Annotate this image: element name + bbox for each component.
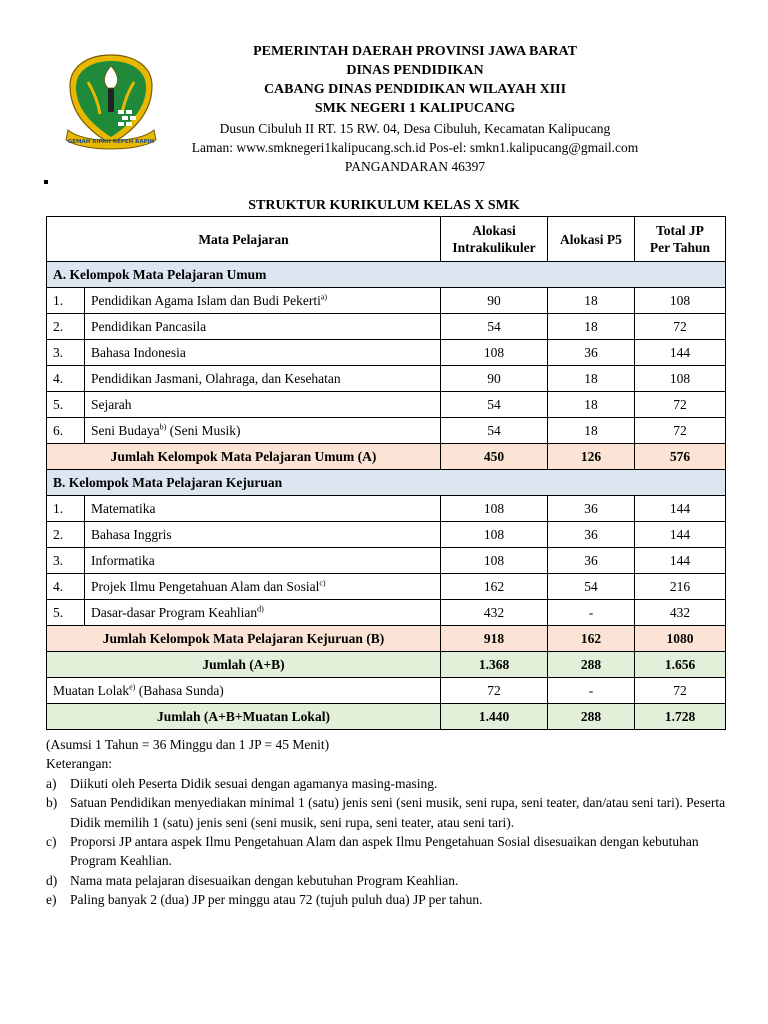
- footnote-mark: d): [257, 604, 264, 613]
- header-line-3: CABANG DINAS PENDIDIKAN WILAYAH XIII: [263, 82, 567, 97]
- intra-value: 162: [441, 574, 548, 600]
- subtotal-a-label: Jumlah Kelompok Mata Pelajaran Umum (A): [47, 444, 441, 470]
- grand-total-p5: 288: [548, 704, 635, 730]
- subject-label: Matematika: [91, 500, 156, 516]
- muatan-label: [47, 678, 441, 704]
- intra-value: 90: [441, 366, 548, 392]
- muatan-suffix: (Bahasa Sunda): [135, 682, 224, 698]
- subject-label: Bahasa Indonesia: [91, 344, 186, 360]
- muatan-intra: 72: [441, 678, 548, 704]
- p5-value: 36: [548, 548, 635, 574]
- subject-label: Informatika: [91, 552, 155, 568]
- section-row-b: [47, 470, 726, 496]
- total-value: 144: [635, 522, 726, 548]
- row-number: 2.: [47, 314, 85, 340]
- muatan-lokal-row: [47, 678, 726, 704]
- section-row-a: [47, 262, 726, 288]
- intra-value: 54: [441, 314, 548, 340]
- header-line-1: PEMERINTAH DAERAH PROVINSI JAWA BARAT: [253, 44, 577, 59]
- subject-label: Pendidikan Jasmani, Olahraga, dan Kesehatan: [91, 370, 341, 386]
- footnote-mark: c): [319, 578, 326, 587]
- footnote-mark: b): [159, 422, 167, 431]
- subtotal-a-total: 576: [635, 444, 726, 470]
- header-total-line2: Per Tahun: [649, 240, 711, 255]
- header-total: [635, 217, 726, 262]
- note-text: Diikuti oleh Peserta Didik sesuai dengan agamanya masing-masing.: [70, 775, 438, 791]
- subtotal-row-a: [47, 444, 726, 470]
- subject-label: Bahasa Inggris: [91, 526, 172, 542]
- notes-section: [46, 735, 736, 910]
- row-number: 5.: [47, 600, 85, 626]
- total-ab-p5: 288: [548, 652, 635, 678]
- subtotal-b-total: 1080: [635, 626, 726, 652]
- row-number: 4.: [47, 574, 85, 600]
- subject-label: Dasar-dasar Program Keahlian: [91, 604, 258, 620]
- p5-value: 18: [548, 366, 635, 392]
- west-java-emblem-logo: [64, 52, 158, 152]
- header-contact: Laman: www.smknegeri1kalipucang.sch.id Pos-el: smkn1.kalipucang@gmail.com: [191, 140, 639, 155]
- total-row-ab: [47, 652, 726, 678]
- intra-value: 54: [441, 392, 548, 418]
- subject-name: [85, 548, 441, 574]
- subject-b-row: [47, 600, 726, 626]
- note-text: Proporsi JP antara aspek Ilmu Pengetahuan Alam dan aspek Ilmu Pengetahuan Sosial disesuaikan dengan kebutuhan Program Keahlian.: [70, 834, 699, 869]
- table-header-row: [47, 217, 726, 262]
- note-text: Paling banyak 2 (dua) JP per minggu atau 72 (tujuh puluh dua) JP per tahun.: [70, 892, 483, 908]
- subject-a-row: [47, 366, 726, 392]
- footnote-mark: a): [320, 292, 328, 301]
- subject-name: [85, 600, 441, 626]
- header-line-2: DINAS PENDIDIKAN: [346, 63, 484, 78]
- total-ab-total: 1.656: [635, 652, 726, 678]
- total-ab-label: Jumlah (A+B): [47, 652, 441, 678]
- subtotal-a-p5: 126: [548, 444, 635, 470]
- note-item: [46, 832, 736, 871]
- curriculum-table: [46, 216, 726, 730]
- grand-total-row: [47, 704, 726, 730]
- muatan-total: 72: [635, 678, 726, 704]
- subtotal-a-intra: 450: [441, 444, 548, 470]
- total-value: 72: [635, 418, 726, 444]
- row-number: 2.: [47, 522, 85, 548]
- note-label: e): [46, 892, 57, 908]
- note-text: Nama mata pelajaran disesuaikan dengan kebutuhan Program Keahlian.: [70, 872, 459, 888]
- muatan-name: Muatan Lolak: [53, 682, 130, 698]
- total-value: 144: [635, 548, 726, 574]
- p5-value: 18: [548, 418, 635, 444]
- muatan-sup: e): [129, 682, 136, 691]
- header-intra: [441, 217, 548, 262]
- subject-suffix: (Seni Musik): [166, 422, 241, 438]
- svg-text:GEMAH RIPAH REPEH RAPIH: GEMAH RIPAH REPEH RAPIH: [67, 139, 155, 145]
- subject-name: [85, 522, 441, 548]
- subject-name: [85, 496, 441, 522]
- header-p5: Alokasi P5: [548, 217, 635, 262]
- header-city: PANGANDARAN 46397: [344, 159, 486, 174]
- subject-b-row: [47, 548, 726, 574]
- subject-a-row: [47, 392, 726, 418]
- subject-name: [85, 288, 441, 314]
- row-number: 1.: [47, 496, 85, 522]
- p5-value: 18: [548, 288, 635, 314]
- muatan-p5: -: [548, 678, 635, 704]
- intra-value: 90: [441, 288, 548, 314]
- section-a-label: A. Kelompok Mata Pelajaran Umum: [47, 262, 726, 288]
- subtotal-row-b: [47, 626, 726, 652]
- p5-value: 36: [548, 522, 635, 548]
- total-value: 72: [635, 314, 726, 340]
- note-text: Satuan Pendidikan menyediakan minimal 1 (satu) jenis seni (seni musik, seni rupa, seni teater, dan/atau seni tari). Peserta Didik memilih 1 (satu) jenis seni (seni musik, seni rupa, seni teater, atau seni tari).: [70, 795, 726, 830]
- note-item: [46, 793, 736, 832]
- note-label: c): [46, 834, 57, 850]
- total-value: 108: [635, 288, 726, 314]
- subject-name: [85, 314, 441, 340]
- total-value: 72: [635, 392, 726, 418]
- subject-name: [85, 574, 441, 600]
- subject-label: Sejarah: [91, 396, 132, 412]
- p5-value: 36: [548, 496, 635, 522]
- notes-heading: Keterangan:: [46, 756, 112, 772]
- subject-label: Seni Budaya: [91, 422, 160, 438]
- total-value: 144: [635, 496, 726, 522]
- intra-value: 108: [441, 340, 548, 366]
- page-title: STRUKTUR KURIKULUM KELAS X SMK: [248, 198, 520, 213]
- p5-value: 36: [548, 340, 635, 366]
- intra-value: 432: [441, 600, 548, 626]
- subject-a-row: [47, 418, 726, 444]
- row-number: 6.: [47, 418, 85, 444]
- p5-value: 18: [548, 392, 635, 418]
- subject-name: [85, 340, 441, 366]
- header-subject: Mata Pelajaran: [47, 217, 441, 262]
- grand-total-intra: 1.440: [441, 704, 548, 730]
- subtotal-b-p5: 162: [548, 626, 635, 652]
- row-number: 5.: [47, 392, 85, 418]
- note-item: [46, 774, 736, 793]
- intra-value: 54: [441, 418, 548, 444]
- subtotal-b-label: Jumlah Kelompok Mata Pelajaran Kejuruan (B): [47, 626, 441, 652]
- p5-value: 54: [548, 574, 635, 600]
- assumption-text: (Asumsi 1 Tahun = 36 Minggu dan 1 JP = 45 Menit): [46, 737, 330, 752]
- header-total-line1: Total JP: [656, 223, 704, 238]
- header-address: Dusun Cibuluh II RT. 15 RW. 04, Desa Cibuluh, Kecamatan Kalipucang: [219, 121, 611, 136]
- note-label: a): [46, 775, 57, 791]
- intra-value: 108: [441, 496, 548, 522]
- note-label: d): [46, 872, 58, 888]
- subject-label: Projek Ilmu Pengetahuan Alam dan Sosial: [91, 578, 320, 594]
- note-item: [46, 871, 736, 890]
- row-number: 4.: [47, 366, 85, 392]
- subject-b-row: [47, 496, 726, 522]
- subject-name: [85, 366, 441, 392]
- subject-a-row: [47, 340, 726, 366]
- subject-name: [85, 418, 441, 444]
- total-ab-intra: 1.368: [441, 652, 548, 678]
- header-intra-line2: Intrakulikuler: [452, 240, 536, 255]
- subject-label: Pendidikan Agama Islam dan Budi Pekerti: [91, 292, 321, 308]
- grand-total-label: Jumlah (A+B+Muatan Lokal): [47, 704, 441, 730]
- subtotal-b-intra: 918: [441, 626, 548, 652]
- p5-value: 18: [548, 314, 635, 340]
- intra-value: 108: [441, 522, 548, 548]
- subject-label: Pendidikan Pancasila: [91, 318, 207, 334]
- total-value: 216: [635, 574, 726, 600]
- grand-total-total: 1.728: [635, 704, 726, 730]
- subject-name: [85, 392, 441, 418]
- note-label: b): [46, 795, 58, 811]
- row-number: 1.: [47, 288, 85, 314]
- header-line-4: SMK NEGERI 1 KALIPUCANG: [314, 101, 516, 116]
- subject-b-row: [47, 522, 726, 548]
- total-value: 108: [635, 366, 726, 392]
- subject-b-row: [47, 574, 726, 600]
- subject-a-row: [47, 314, 726, 340]
- p5-value: -: [548, 600, 635, 626]
- subject-a-row: [47, 288, 726, 314]
- total-value: 432: [635, 600, 726, 626]
- notes-list: [46, 774, 736, 910]
- row-number: 3.: [47, 340, 85, 366]
- intra-value: 108: [441, 548, 548, 574]
- section-b-label: B. Kelompok Mata Pelajaran Kejuruan: [47, 470, 726, 496]
- header-intra-line1: Alokasi: [472, 223, 516, 238]
- bullet-mark: [44, 180, 48, 184]
- total-value: 144: [635, 340, 726, 366]
- note-item: [46, 890, 736, 909]
- row-number: 3.: [47, 548, 85, 574]
